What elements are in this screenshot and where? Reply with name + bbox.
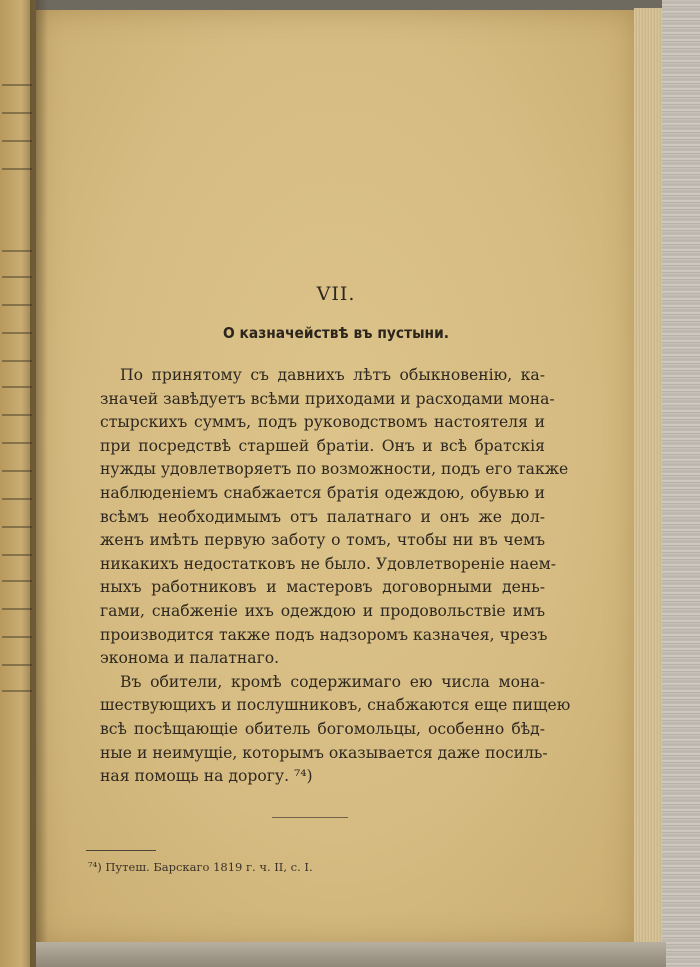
paragraph-1-line: гами, снабженіе ихъ одеждою и продовольствіе имъ (100, 601, 545, 620)
paragraph-1-line: стырскихъ суммъ, подъ руководствомъ настоятеля и (100, 413, 545, 432)
paragraph-1-line: производится также подъ надзоромъ казначея, чрезъ (100, 625, 548, 644)
text-fragment (2, 236, 32, 252)
text-fragment (2, 540, 32, 556)
paragraph-1-line: всѣмъ необходимымъ отъ палатнаго и онъ же дол- (100, 507, 545, 526)
text-fragment (2, 98, 32, 114)
text-fragment (2, 512, 32, 528)
paragraph-1-line: при посредствѣ старшей братіи. Онъ и всѣ братскія (100, 436, 545, 455)
text-fragment (2, 428, 32, 444)
text-fragment (2, 154, 32, 170)
book-cover-edge (662, 0, 700, 967)
paragraph-1-line: нужды удовлетворяетъ по возможности, подъ его также (100, 460, 569, 479)
chapter-body (100, 364, 571, 789)
paragraph-2-line: ная помощь на дорогу. ⁷⁴) (100, 767, 313, 786)
text-fragment (2, 400, 32, 416)
text-fragment (2, 622, 32, 638)
footnote: ⁷⁴) Путеш. Барскаго 1819 г. ч. II, с. I. (88, 860, 313, 874)
text-fragment (2, 594, 32, 610)
text-fragment (2, 650, 32, 666)
paragraph-2-line: шествующихъ и послушниковъ, снабжаются еще пищею (100, 696, 571, 715)
paragraph-1-line: наблюденіемъ снабжается братія одеждою, обувью и (100, 483, 545, 502)
paragraph-1-line: По принятому съ давнихъ лѣтъ обыкновенію, ка- (120, 366, 545, 384)
page-block-edges (634, 8, 664, 952)
paragraph-1-line: ныхъ работниковъ и мастеровъ договорными день- (100, 578, 545, 597)
text-fragment (2, 346, 32, 362)
text-fragment (2, 318, 32, 334)
gutter-shadow (30, 0, 48, 967)
section-divider (272, 817, 348, 818)
text-fragment (2, 70, 32, 86)
paragraph-1-line: женъ имѣть первую заботу о томъ, чтобы ни въ чемъ (100, 531, 545, 550)
chapter-title: О казначействѣ въ пустыни. (222, 324, 450, 342)
text-fragment (2, 262, 32, 278)
text-fragment (2, 126, 32, 142)
paragraph-1-line: эконома и палатнаго. (100, 649, 280, 668)
footnote-rule (86, 850, 156, 851)
paragraph-2-line: всѣ посѣщающіе обитель богомольцы, особенно бѣд- (100, 719, 545, 738)
text-fragment (2, 372, 32, 388)
text-fragment (2, 676, 32, 692)
paragraph-1-line: значей завѣдуетъ всѣми приходами и расходами мона- (100, 389, 555, 408)
paragraph-2-line: Въ обители, кромѣ содержимаго ею числа мона- (120, 672, 545, 691)
chapter-number: VII. (316, 283, 356, 305)
paragraph-2-line: ные и неимущіе, которымъ оказывается даже посиль- (100, 743, 548, 762)
text-fragment (2, 456, 32, 472)
text-fragment (2, 484, 32, 500)
paragraph-1-line: никакихъ недостатковъ не было. Удовлетвореніе наем- (100, 554, 556, 573)
bottom-page-edge (36, 942, 666, 967)
text-fragment (2, 290, 32, 306)
text-fragment (2, 566, 32, 582)
